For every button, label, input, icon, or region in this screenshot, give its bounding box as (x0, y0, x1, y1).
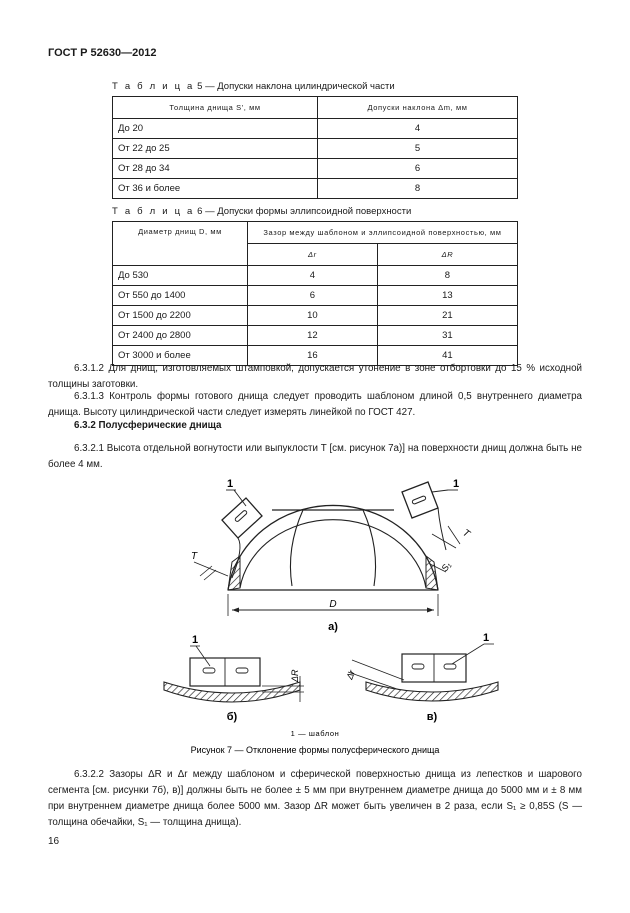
callout-1-v: 1 (482, 632, 490, 644)
table-cell: От 28 до 34 (113, 159, 318, 179)
label-v: в) (426, 711, 438, 723)
table6-col-dR: ΔR (377, 244, 517, 266)
table-cell: До 20 (113, 119, 318, 139)
table-row (113, 139, 518, 159)
table-row (113, 159, 518, 179)
table5-caption-text: 5 — Допуски наклона цилиндрической части (194, 81, 395, 92)
table-cell: 6 (248, 286, 378, 306)
table5 (112, 96, 518, 199)
figure-caption: Рисунок 7 — Отклонение формы полусферического днища (190, 745, 440, 755)
table-cell: От 2400 до 2800 (113, 326, 248, 346)
drawing-v (344, 632, 498, 723)
paragraph-6-3-1-3: 6.3.1.3 Контроль формы готового днища следует проводить шаблоном длиной 0,5 внутреннего диаметра днища. Высоту цилиндрической части следует измерять линейкой по ГОСТ 427. (48, 391, 582, 418)
callout-1-right: 1 (452, 478, 460, 490)
paragraph-6-3-2-2: 6.3.2.2 Зазоры ΔR и Δr между шаблоном и сферической поверхностью днища из лепестков и шарового сегмента [см. рисунки 7б), в)] должны быть не более ± 5 мм при внутреннем диаметре днища до 5000 мм и ± 8 мм при внутреннем диаметре днища более 5000 мм. Зазор ΔR может быть увеличен в 2 раза, если S₁ ≥ 0,85S (S — толщина обечайки, S₁ — толщина днища). (48, 769, 582, 828)
drawing-b (164, 634, 304, 723)
table6-header-row (113, 222, 518, 244)
table-cell: 6 (318, 159, 518, 179)
table-cell: От 36 и более (113, 179, 318, 199)
label-b: б) (226, 711, 238, 723)
table-cell: 13 (377, 286, 517, 306)
table-cell: До 530 (113, 266, 248, 286)
table-row (113, 306, 518, 326)
petal-seam (290, 510, 303, 586)
dim-S1: S₁ (439, 560, 453, 574)
table-cell: 4 (318, 119, 518, 139)
table-cell: 10 (248, 306, 378, 326)
table6-col-diameter: Диаметр днищ D, мм (113, 222, 248, 266)
dim-dr: Δr (344, 668, 357, 681)
paragraph-6-3-1-2: 6.3.1.2 Для днищ, изготовляемых штамповкой, допускается утонение в зоне отбортовки до 15 % исходной толщины заготовки. (48, 363, 582, 390)
template-left (222, 498, 262, 578)
table5-caption-prefix: Т а б л и ц а (112, 81, 195, 92)
figure-legend: 1 — шаблон (290, 729, 340, 738)
table-cell: 16 (248, 346, 378, 366)
table5-col-thickness: Толщина днища S', мм (113, 97, 318, 119)
page-number: 16 (48, 836, 60, 847)
drawing-a-head (191, 478, 472, 633)
table5-header-row (113, 97, 518, 119)
table-cell: 8 (318, 179, 518, 199)
petal-seam (363, 510, 376, 586)
table5-col-tolerance: Допуски наклона Δm, мм (318, 97, 518, 119)
template-right (402, 482, 446, 550)
label-a: а) (328, 621, 338, 633)
table6 (112, 221, 518, 366)
table-cell: 31 (377, 326, 517, 346)
callout-1-b: 1 (191, 634, 199, 646)
table-cell: 4 (248, 266, 378, 286)
table-cell: 21 (377, 306, 517, 326)
table-cell: От 3000 и более (113, 346, 248, 366)
table-cell: 5 (318, 139, 518, 159)
table-cell: От 550 до 1400 (113, 286, 248, 306)
table-cell: 8 (377, 266, 517, 286)
dim-T-left: T (191, 551, 198, 562)
table-cell: От 22 до 25 (113, 139, 318, 159)
dim-T-right: T (460, 527, 472, 540)
inner-dome (240, 520, 426, 588)
section-heading-6-3-2: 6.3.2 Полусферические днища (74, 420, 222, 431)
table-cell: 12 (248, 326, 378, 346)
table-cell: 41 (377, 346, 517, 366)
table6-caption-prefix: Т а б л и ц а (112, 206, 195, 217)
table6-col-gap: Зазор между шаблоном и эллипсоидной поверхностью, мм (248, 222, 518, 244)
table-row (113, 179, 518, 199)
table6-caption-text: 6 — Допуски формы эллипсоидной поверхности (194, 206, 412, 217)
table-row (113, 326, 518, 346)
callout-1-left: 1 (226, 478, 234, 490)
paragraph-6-3-2-1: 6.3.2.1 Высота отдельной вогнутости или выпуклости T [см. рисунок 7а)] на поверхности днищ должна быть не более 4 мм. (48, 443, 582, 470)
figure-7 (0, 468, 630, 760)
table6-caption (112, 206, 411, 217)
table-row (113, 119, 518, 139)
wall-right (426, 556, 438, 590)
dim-D: D (329, 599, 337, 610)
table-cell: От 1500 до 2200 (113, 306, 248, 326)
table6-col-dr: Δr (248, 244, 378, 266)
table-row (113, 286, 518, 306)
table-row (113, 266, 518, 286)
document-id: ГОСТ Р 52630—2012 (48, 47, 157, 59)
table5-caption (112, 81, 395, 92)
dim-dR: ΔR (290, 669, 300, 682)
